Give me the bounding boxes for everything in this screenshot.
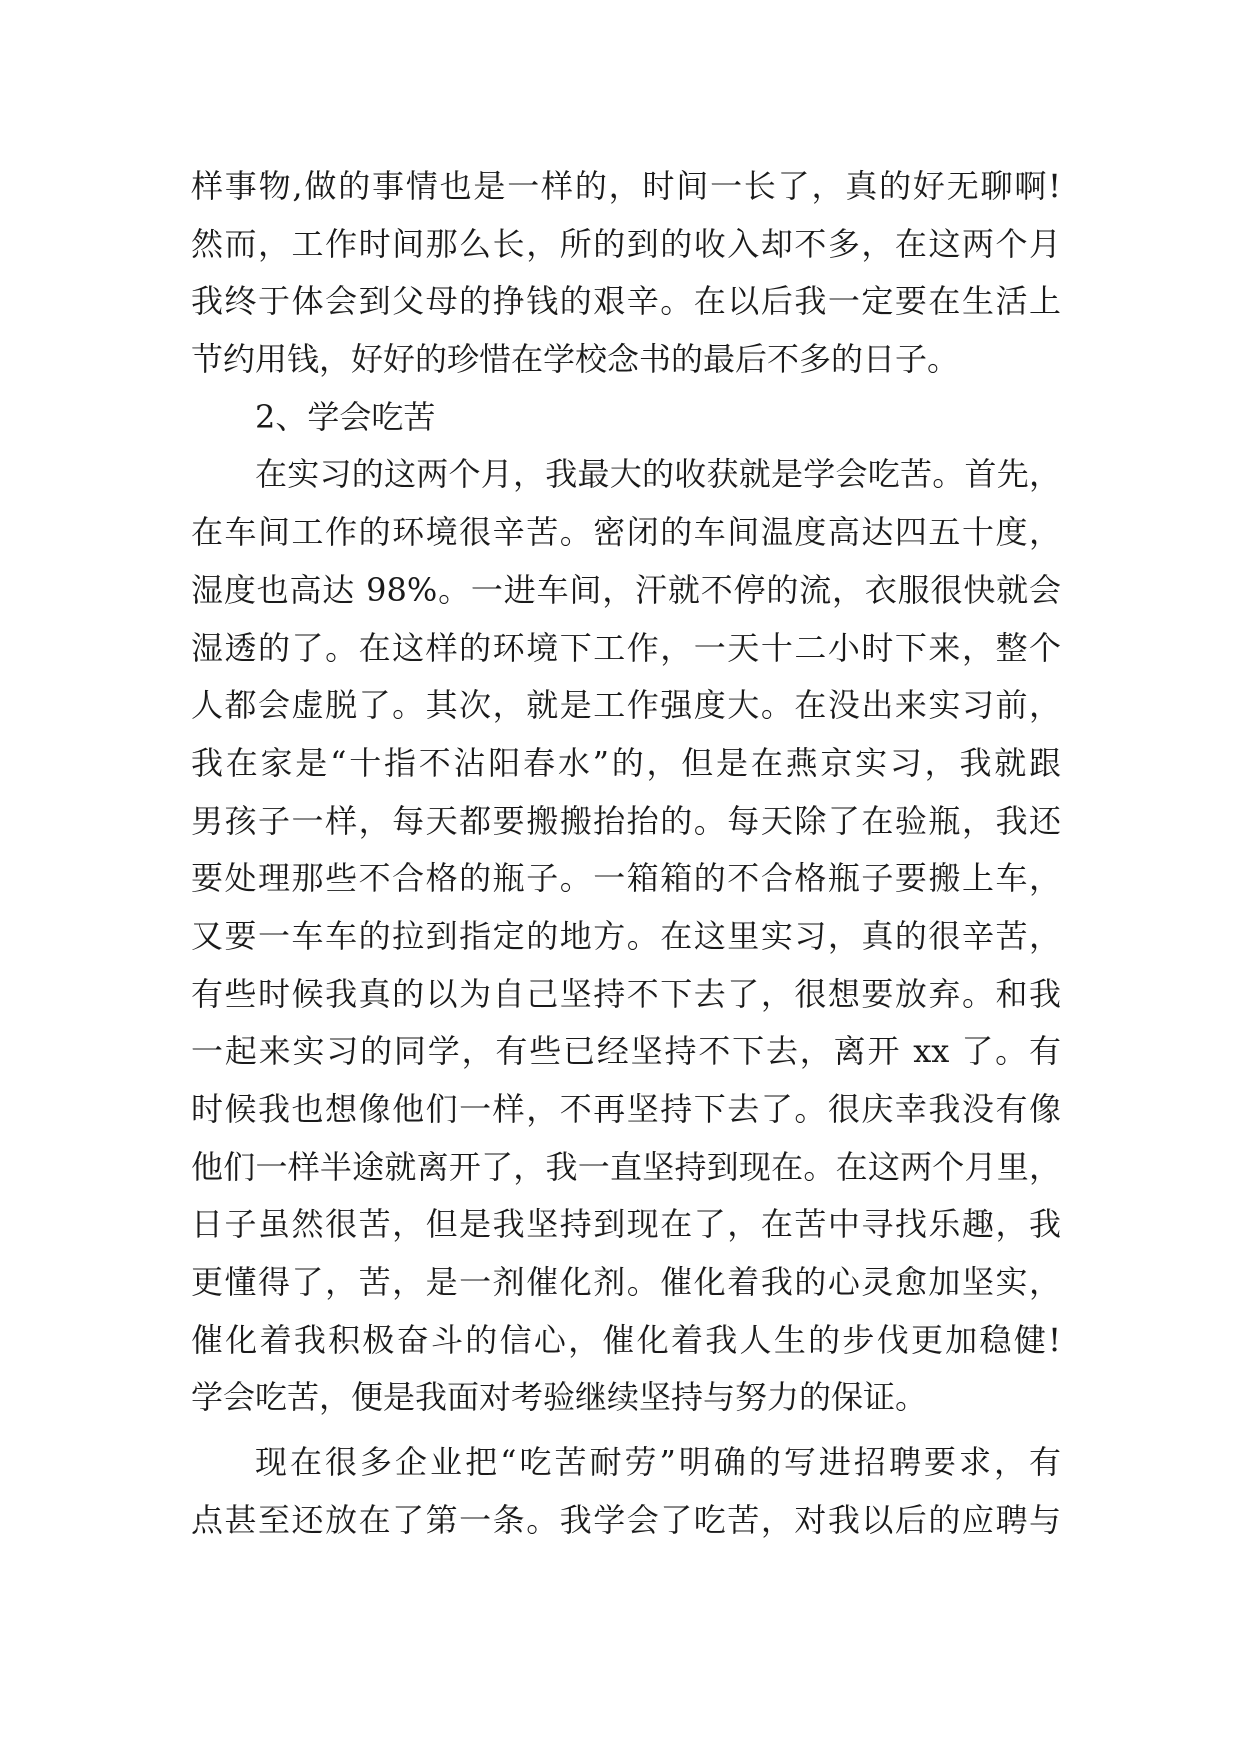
text-line: 节约用钱，好好的珍惜在学校念书的最后不多的日子。 bbox=[191, 340, 960, 379]
text-line: 在车间工作的环境很辛苦。密闭的车间温度高达四五十度， bbox=[191, 513, 1061, 552]
text-line: 更懂得了，苦，是一剂催化剂。催化着我的心灵愈加坚实， bbox=[191, 1263, 1061, 1302]
text-line: 催化着我积极奋斗的信心，催化着我人生的步伐更加稳健! bbox=[191, 1320, 1061, 1359]
text-line: 时候我也想像他们一样，不再坚持下去了。很庆幸我没有像 bbox=[191, 1090, 1061, 1128]
text-line: 现在很多企业把“吃苦耐劳”明确的写进招聘要求，有 bbox=[255, 1443, 1061, 1482]
text-line: 样事物,做的事情也是一样的，时间一长了，真的好无聊啊! bbox=[191, 167, 1061, 205]
text-line: 一起来实习的同学，有些已经坚持不下去，离开 xx 了。有 bbox=[191, 1032, 1061, 1071]
text-line: 湿透的了。在这样的环境下工作，一天十二小时下来，整个 bbox=[191, 628, 1061, 667]
text-line: 又要一车车的拉到指定的地方。在这里实习，真的很辛苦， bbox=[191, 916, 1061, 955]
text-line: 我终于体会到父母的挣钱的艰辛。在以后我一定要在生活上 bbox=[191, 282, 1061, 321]
body-text bbox=[191, 158, 1061, 1550]
text-line: 在实习的这两个月，我最大的收获就是学会吃苦。首先， bbox=[255, 455, 1061, 494]
text-line: 他们一样半途就离开了，我一直坚持到现在。在这两个月里， bbox=[191, 1147, 1061, 1186]
text-line: 要处理那些不合格的瓶子。一箱箱的不合格瓶子要搬上车， bbox=[191, 859, 1061, 898]
text-line: 然而，工作时间那么长，所的到的收入却不多，在这两个月 bbox=[191, 224, 1061, 263]
text-line: 我在家是“十指不沾阳春水”的，但是在燕京实习，我就跟 bbox=[191, 743, 1061, 782]
section-heading: 2、学会吃苦 bbox=[255, 397, 436, 436]
text-line: 湿度也高达 98%。一进车间，汗就不停的流，衣服很快就会 bbox=[191, 570, 1061, 609]
text-line: 人都会虚脱了。其次，就是工作强度大。在没出来实习前， bbox=[191, 686, 1061, 725]
text-line: 男孩子一样，每天都要搬搬抬抬的。每天除了在验瓶，我还 bbox=[191, 801, 1061, 840]
text-line: 学会吃苦，便是我面对考验继续坚持与努力的保证。 bbox=[191, 1378, 928, 1417]
text-line: 日子虽然很苦，但是我坚持到现在了，在苦中寻找乐趣，我 bbox=[191, 1205, 1061, 1244]
text-line: 有些时候我真的以为自己坚持不下去了，很想要放弃。和我 bbox=[191, 974, 1061, 1013]
text-line: 点甚至还放在了第一条。我学会了吃苦，对我以后的应聘与 bbox=[191, 1500, 1061, 1539]
